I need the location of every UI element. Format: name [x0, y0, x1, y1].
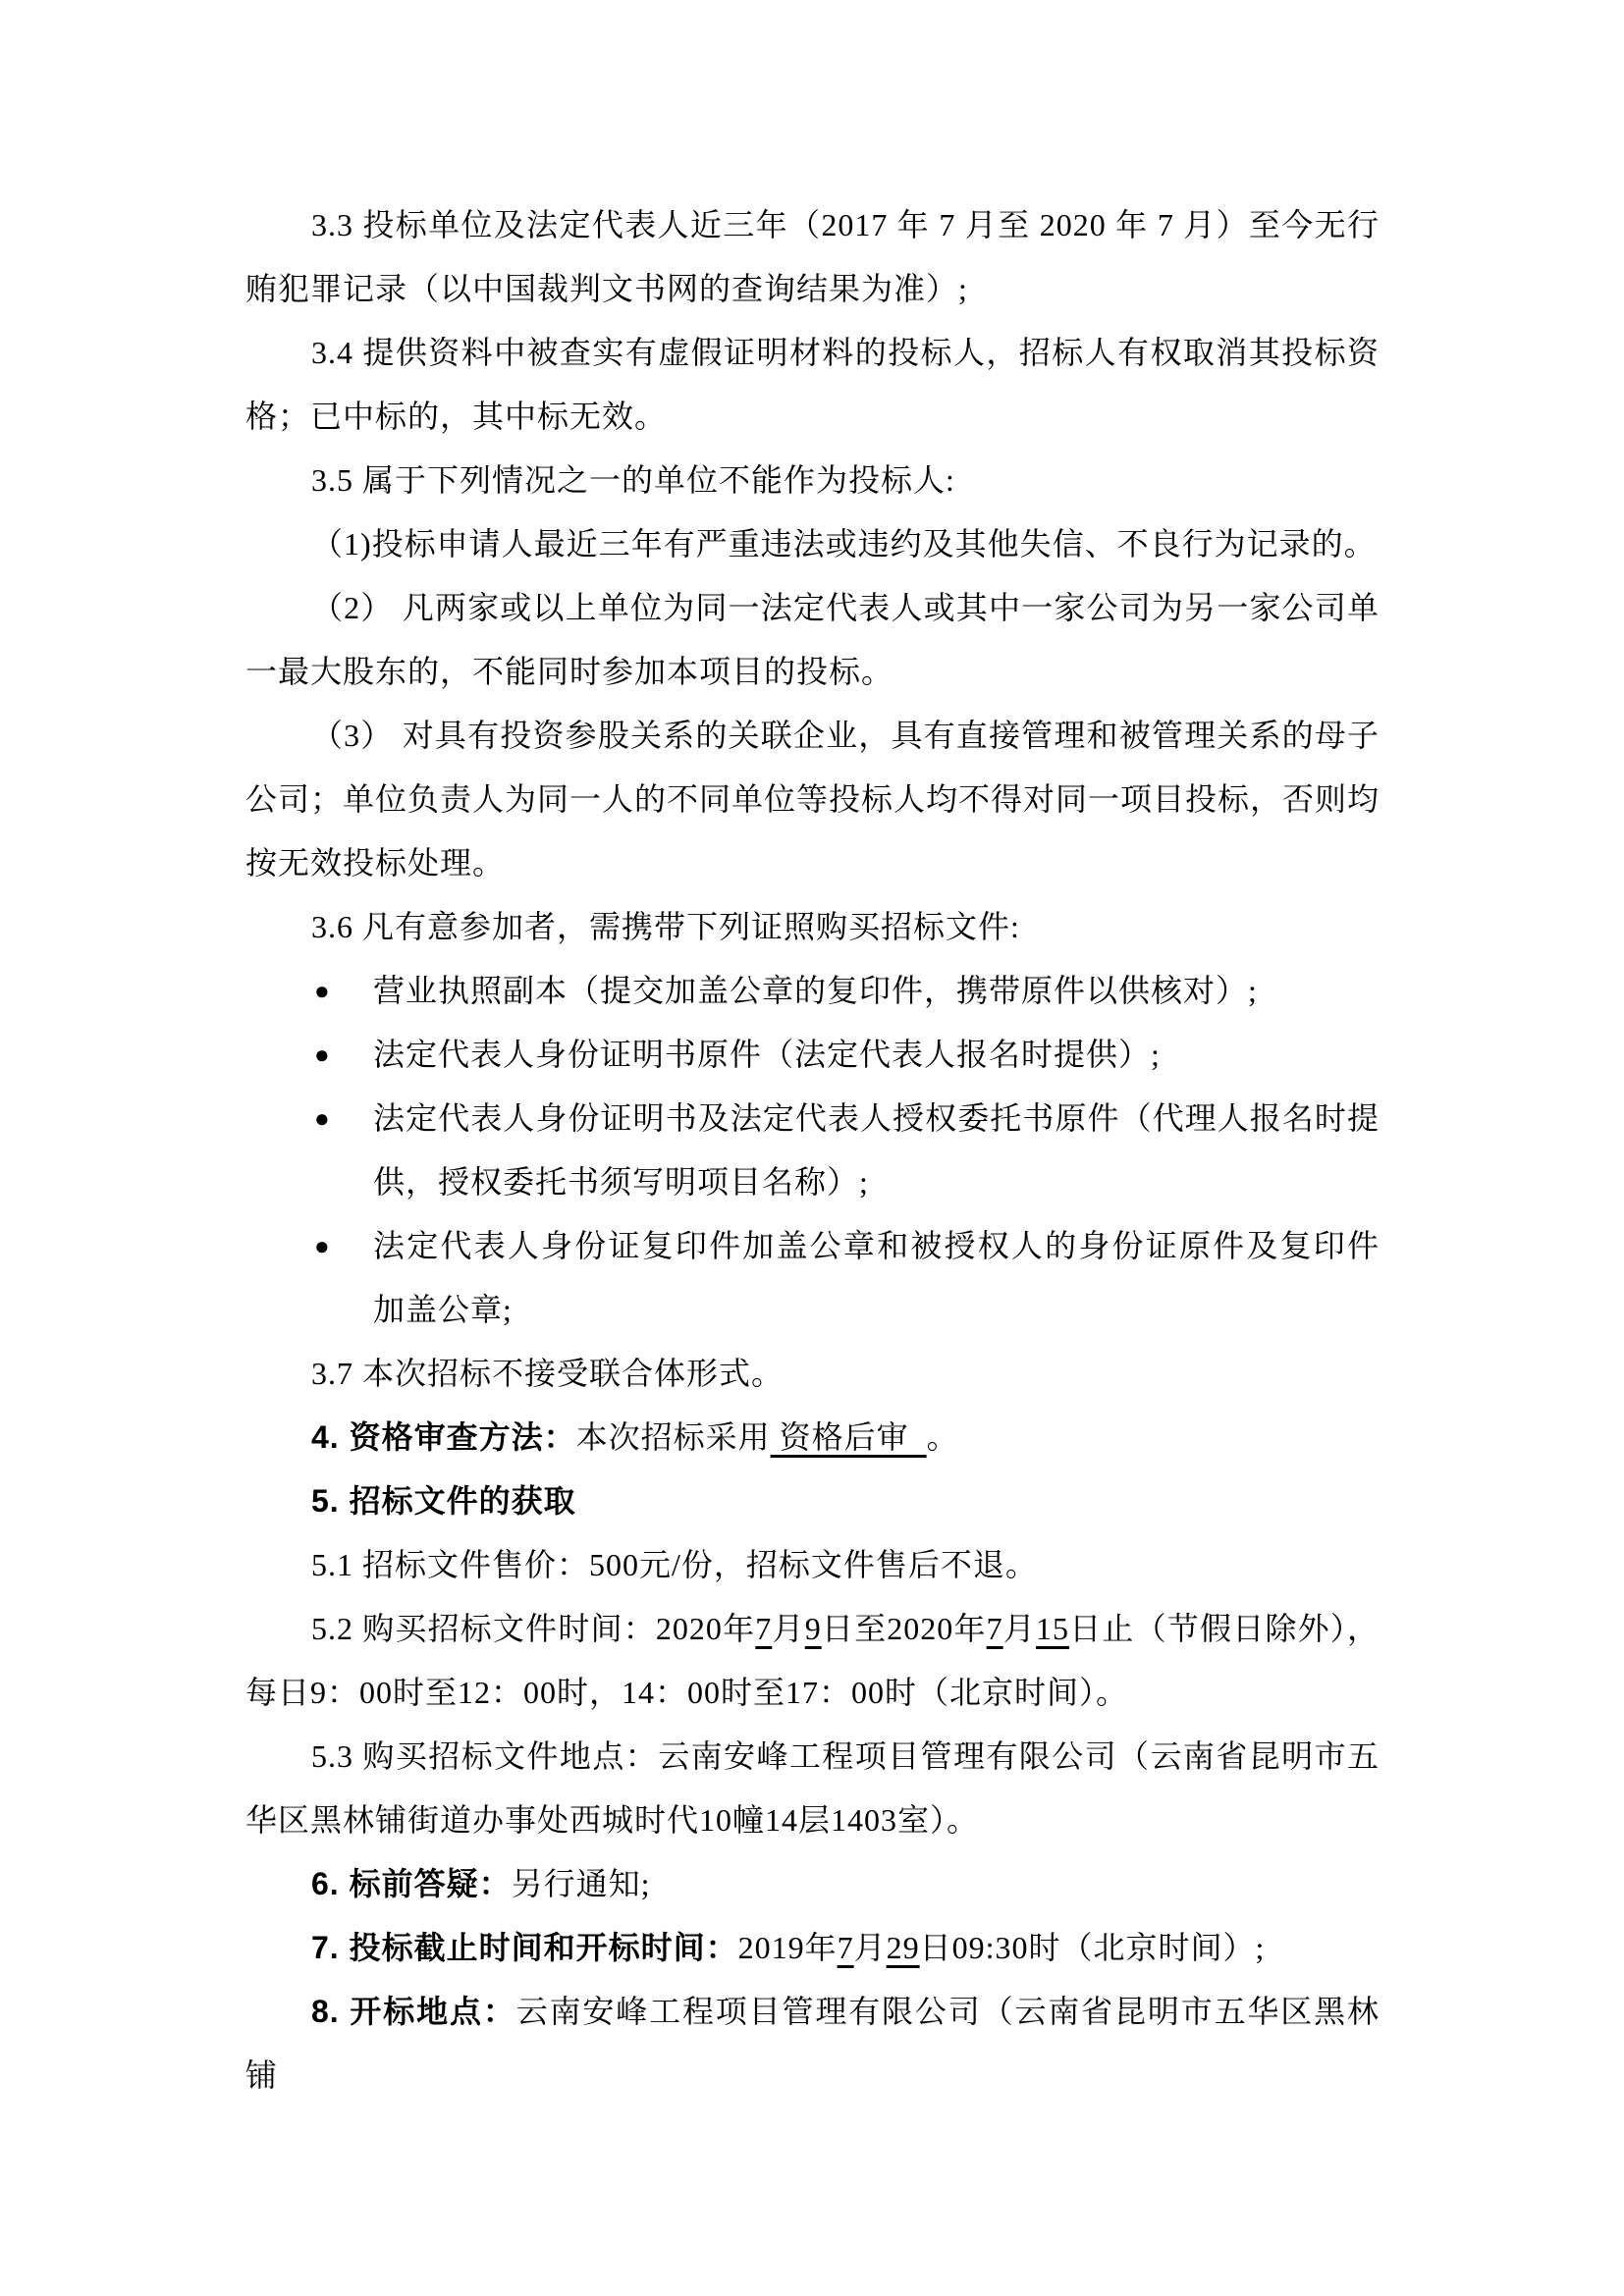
text-run: （3） 对具有投资参股关系的关联企业，具有直接管理和被管理关系的母子	[311, 718, 1380, 753]
text-run: 。	[926, 1419, 959, 1455]
text-line-20	[245, 1406, 1380, 1469]
text-line-4	[245, 385, 1380, 449]
text-run: 3.5 属于下列情况之一的单位不能作为投标人:	[311, 462, 955, 498]
text-line-15	[245, 1087, 1380, 1150]
text-run: 法定代表人身份证明书原件（法定代表人报名时提供）;	[373, 1037, 1161, 1072]
bullet-icon: ●	[314, 977, 331, 1005]
underlined-text-run: 29	[886, 1930, 920, 1965]
text-line-6	[245, 512, 1380, 576]
text-run: （2） 凡两家或以上单位为同一法定代表人或其中一家公司为另一家公司单	[311, 590, 1380, 625]
text-run: 5.1 招标文件售价：500元/份，招标文件售后不退。	[311, 1547, 1038, 1582]
text-line-5	[245, 449, 1380, 512]
text-run: 格；已中标的，其中标无效。	[245, 399, 668, 434]
text-line-27	[245, 1852, 1380, 1916]
text-run: 月	[1002, 1611, 1037, 1646]
bullet-icon: ●	[314, 1104, 331, 1133]
bold-text-run: 5. 招标文件的获取	[311, 1483, 576, 1519]
underlined-text-run: 7	[986, 1611, 1003, 1646]
text-line-7	[245, 576, 1380, 640]
text-run: 加盖公章;	[373, 1292, 513, 1327]
bullet-icon: ●	[314, 1232, 331, 1260]
text-run: 3.6 凡有意参加者，需携带下列证照购买招标文件:	[311, 909, 1020, 944]
underlined-text-run: 资格后审	[770, 1419, 927, 1455]
text-run: 每日9：00时至12：00时，14：00时至17：00时（北京时间）。	[245, 1675, 1129, 1710]
text-line-13	[245, 959, 1380, 1023]
text-run: 月	[853, 1930, 887, 1965]
document-body	[245, 193, 1380, 2093]
text-run: 日止（节假日除外），	[1069, 1611, 1380, 1646]
underlined-text-run: 9	[804, 1611, 822, 1646]
text-run: 5.3 购买招标文件地点：云南安峰工程项目管理有限公司（云南省昆明市五	[311, 1738, 1380, 1774]
text-run: 另行通知;	[511, 1866, 651, 1901]
bullet-icon: ●	[314, 1041, 331, 1069]
text-run: 云南安峰工程项目管理有限公司（云南省昆明市五华区黑林铺	[245, 1994, 1380, 2093]
text-run: 3.7 本次招标不接受联合体形式。	[311, 1356, 785, 1391]
text-run: 一最大股东的，不能同时参加本项目的投标。	[245, 654, 894, 689]
text-line-12	[245, 895, 1380, 959]
text-run: 月	[772, 1611, 805, 1646]
text-line-10	[245, 768, 1380, 831]
text-line-1	[245, 193, 1380, 257]
text-line-28	[245, 1916, 1380, 1980]
text-line-26	[245, 1789, 1380, 1852]
text-line-23	[245, 1597, 1380, 1661]
underlined-text-run: 7	[755, 1611, 773, 1646]
text-run: 法定代表人身份证明书及法定代表人授权委托书原件（代理人报名时提	[373, 1100, 1380, 1136]
bold-text-run: 8. 开标地点：	[311, 1994, 516, 2029]
text-line-8	[245, 640, 1380, 704]
text-run: 3.3 投标单位及法定代表人近三年（2017 年 7 月至 2020 年 7 月）至今无行	[311, 207, 1380, 242]
text-line-14	[245, 1023, 1380, 1087]
text-line-18	[245, 1278, 1380, 1342]
text-run: 按无效投标处理。	[245, 845, 506, 881]
text-line-25	[245, 1725, 1380, 1789]
text-line-3	[245, 321, 1380, 385]
text-run: 贿犯罪记录（以中国裁判文书网的查询结果为准）;	[245, 271, 968, 306]
bold-text-run: 6. 标前答疑：	[311, 1866, 512, 1901]
text-line-16	[245, 1150, 1380, 1214]
underlined-text-run: 15	[1036, 1611, 1070, 1646]
text-line-11	[245, 831, 1380, 895]
text-line-2	[245, 257, 1380, 321]
text-run: 日09:30时（北京时间）;	[919, 1930, 1266, 1965]
text-run: 营业执照副本（提交加盖公章的复印件，携带原件以供核对）;	[373, 973, 1258, 1008]
text-line-24	[245, 1661, 1380, 1725]
text-run: 法定代表人身份证复印件加盖公章和被授权人的身份证原件及复印件	[373, 1228, 1380, 1263]
text-run: 2019年	[737, 1930, 838, 1965]
text-run: 5.2 购买招标文件时间：2020年	[311, 1611, 756, 1646]
text-run: 3.4 提供资料中被查实有虚假证明材料的投标人，招标人有权取消其投标资	[311, 335, 1380, 370]
text-line-19	[245, 1342, 1380, 1406]
text-line-17	[245, 1214, 1380, 1278]
text-run: 本次招标采用	[575, 1419, 771, 1455]
text-line-29	[245, 1980, 1380, 2093]
bold-text-run: 7. 投标截止时间和开标时间：	[311, 1930, 738, 1965]
text-run: 公司；单位负责人为同一人的不同单位等投标人均不得对同一项目投标，否则均	[245, 781, 1380, 817]
underlined-text-run: 7	[837, 1930, 854, 1965]
text-run: 华区黑林铺街道办事处西城时代10幢14层1403室）。	[245, 1802, 980, 1838]
text-run: （1)投标申请人最近三年有严重违法或违约及其他失信、不良行为记录的。	[311, 526, 1377, 561]
text-run: 供，授权委托书须写明项目名称）;	[373, 1164, 869, 1200]
text-line-22	[245, 1533, 1380, 1597]
text-line-21	[245, 1469, 1380, 1533]
text-line-9	[245, 704, 1380, 768]
text-run: 日至2020年	[821, 1611, 987, 1646]
bold-text-run: 4. 资格审查方法：	[311, 1419, 576, 1455]
